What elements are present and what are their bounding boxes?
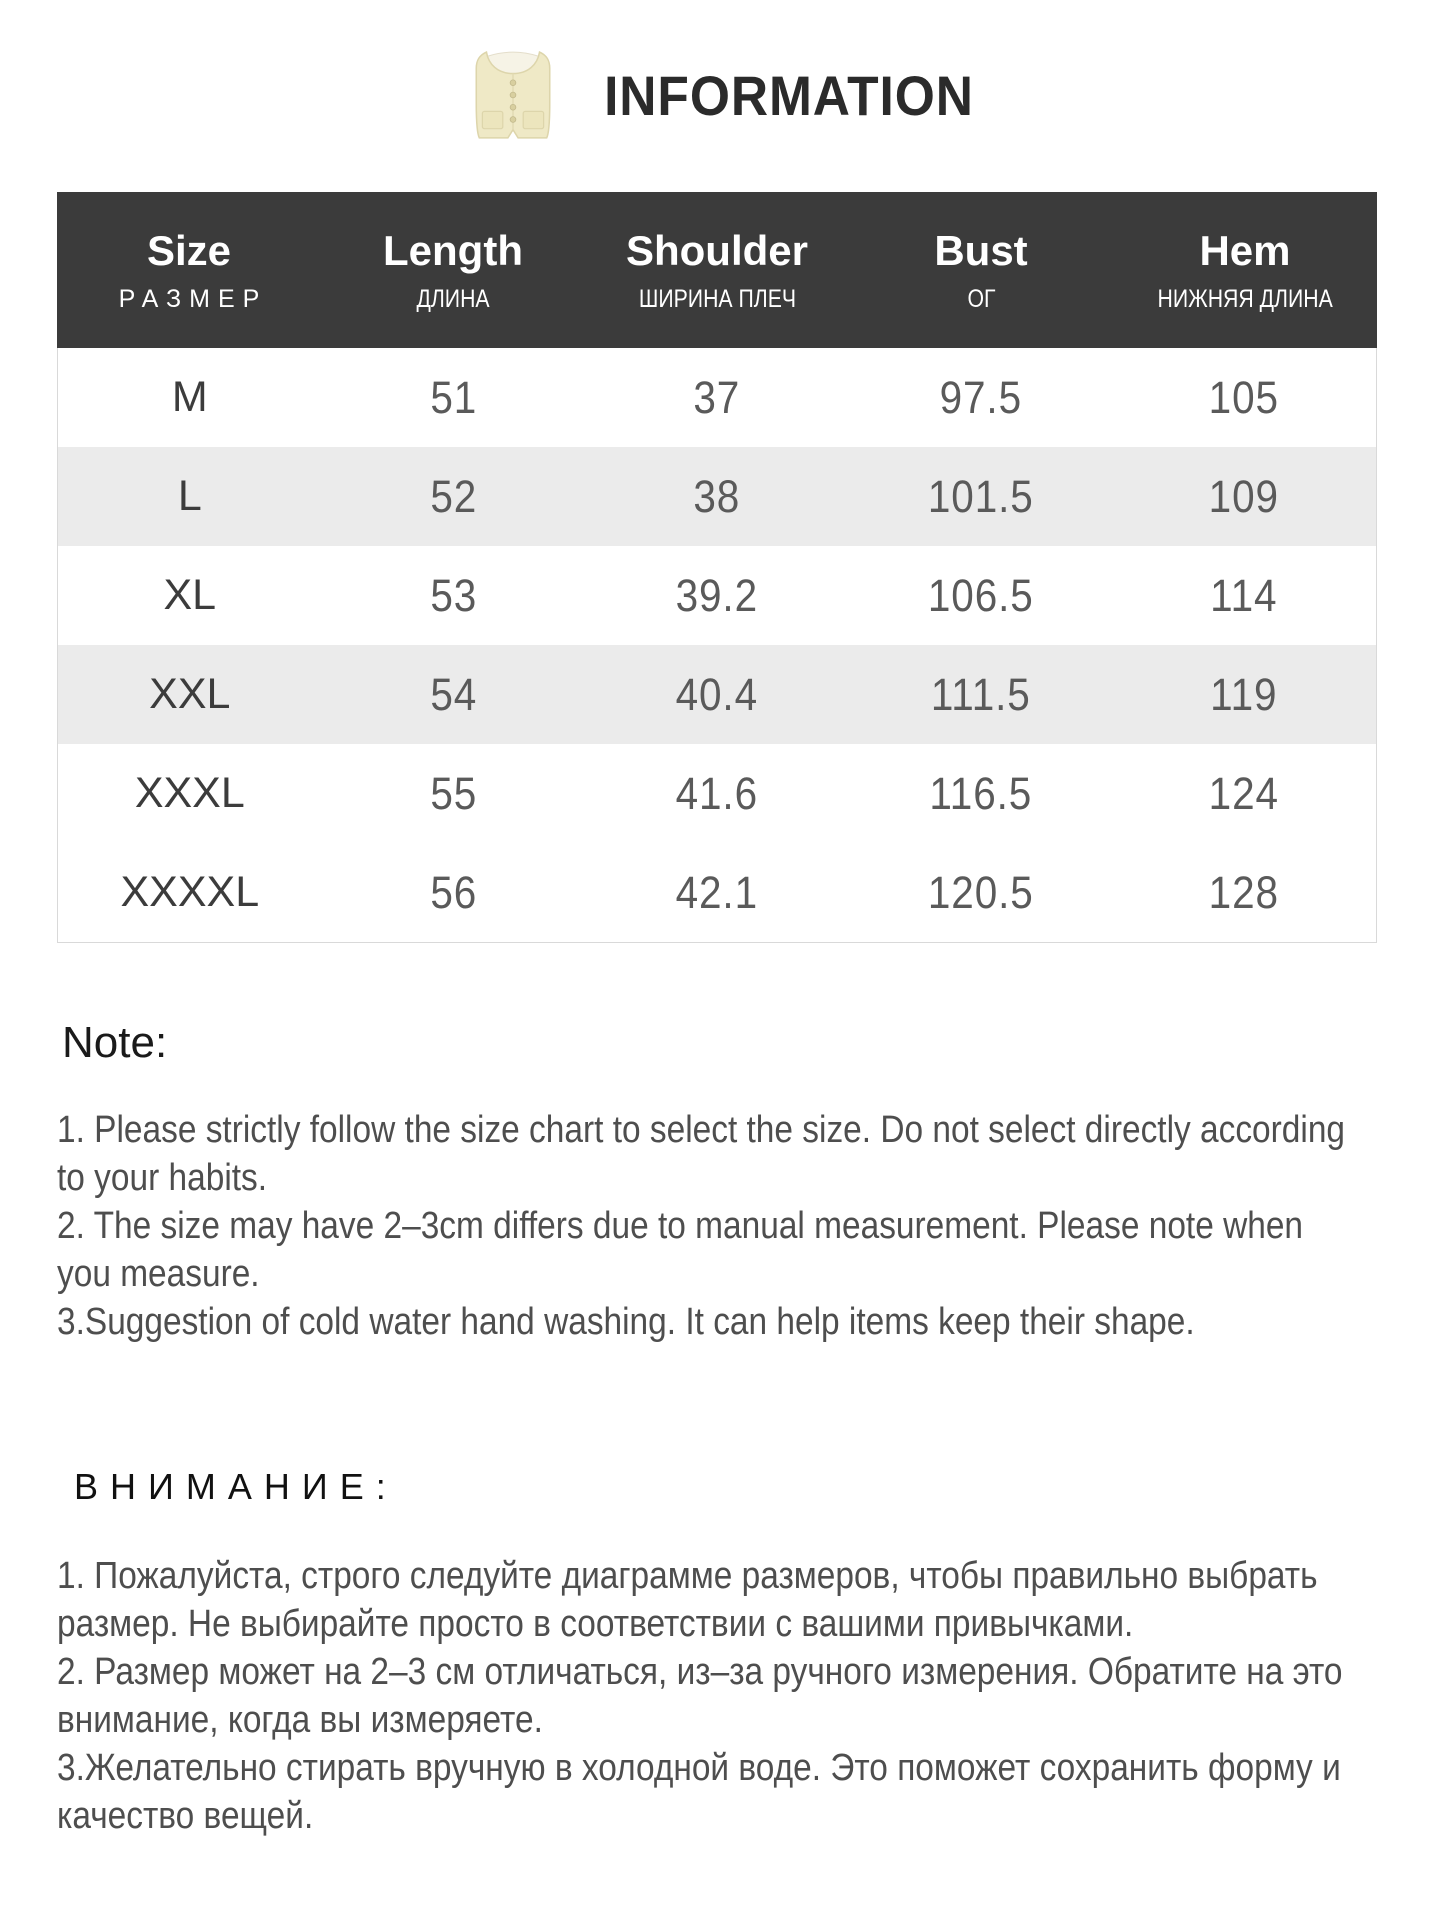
size-cell: XXL <box>149 670 231 718</box>
column-label-ru: РАЗМЕР <box>118 284 268 313</box>
table-row <box>58 546 1376 645</box>
table-row <box>58 447 1376 546</box>
table-row <box>58 843 1376 942</box>
column-label-en: Length <box>383 226 523 274</box>
table-row <box>58 348 1376 447</box>
shoulder-cell: 41.6 <box>675 767 759 819</box>
bust-cell: 111.5 <box>930 668 1031 720</box>
table-row <box>58 744 1376 843</box>
note-item-en: 1. Please strictly follow the size chart to select the size. Do not select directly according to your habits. <box>57 1109 1346 1199</box>
column-label-ru: ОГ <box>966 284 996 313</box>
table-body <box>57 348 1377 943</box>
size-cell: M <box>171 373 208 421</box>
vest-icon <box>456 46 570 144</box>
note-section-ru <box>57 1552 1359 1840</box>
column-label-en: Bust <box>934 226 1028 274</box>
column-label-ru: НИЖНЯЯ ДЛИНА <box>1157 284 1333 313</box>
size-cell: XL <box>163 571 217 619</box>
bust-cell: 101.5 <box>927 470 1034 522</box>
hem-cell: 124 <box>1209 767 1280 819</box>
column-header-hem <box>1113 192 1377 348</box>
length-cell: 54 <box>429 668 477 720</box>
length-cell: 52 <box>429 470 477 522</box>
length-cell: 51 <box>429 371 477 423</box>
column-header-bust <box>849 192 1113 348</box>
length-cell: 55 <box>429 767 477 819</box>
column-header-size <box>57 192 321 348</box>
note-item-ru: 2. Размер может на 2–3 см отличаться, из–за ручного измерения. Обратите на это внимание, когда вы измеряете. <box>57 1651 1343 1741</box>
column-label-en: Shoulder <box>625 226 808 274</box>
information-header <box>0 46 1445 144</box>
shoulder-cell: 42.1 <box>675 866 759 918</box>
column-label-en: Size <box>146 226 232 274</box>
note-item-ru: 1. Пожалуйста, строго следуйте диаграмме размеров, чтобы правильно выбрать размер. Не выбирайте просто в соответствии с вашими привычками. <box>57 1555 1318 1645</box>
note-section-en <box>57 1106 1359 1346</box>
shoulder-cell: 39.2 <box>675 569 759 621</box>
note-item-ru: 3.Желательно стирать вручную в холодной воде. Это поможет сохранить форму и качество вещей. <box>57 1747 1341 1837</box>
bust-cell: 106.5 <box>927 569 1034 621</box>
column-label-ru: ДЛИНА <box>416 284 490 313</box>
hem-cell: 109 <box>1209 470 1280 522</box>
note-heading-ru: ВНИМАНИЕ: <box>74 1466 398 1507</box>
note-item-en: 2. The size may have 2–3cm differs due to manual measurement. Please note when you measure. <box>57 1205 1304 1295</box>
bust-cell: 116.5 <box>929 767 1033 819</box>
size-cell: XXXL <box>134 769 245 817</box>
table-row <box>58 645 1376 744</box>
column-header-length <box>321 192 585 348</box>
shoulder-cell: 40.4 <box>675 668 759 720</box>
shoulder-cell: 38 <box>693 470 741 522</box>
length-cell: 53 <box>429 569 477 621</box>
size-cell: XXXXL <box>120 868 260 916</box>
size-cell: L <box>177 472 202 520</box>
length-cell: 56 <box>429 866 477 918</box>
column-label-en: Hem <box>1199 226 1291 274</box>
hem-cell: 128 <box>1209 866 1280 918</box>
column-label-ru: ШИРИНА ПЛЕЧ <box>638 284 796 313</box>
column-header-shoulder <box>585 192 849 348</box>
bust-cell: 97.5 <box>939 371 1022 423</box>
page-title: INFORMATION <box>603 63 974 127</box>
bust-cell: 120.5 <box>927 866 1034 918</box>
shoulder-cell: 37 <box>693 371 741 423</box>
hem-cell: 105 <box>1209 371 1280 423</box>
size-chart-table <box>57 192 1377 943</box>
hem-cell: 119 <box>1210 668 1278 720</box>
note-heading-en: Note: <box>62 1018 168 1067</box>
hem-cell: 114 <box>1210 569 1278 621</box>
note-item-en: 3.Suggestion of cold water hand washing. It can help items keep their shape. <box>57 1301 1195 1343</box>
table-header-row <box>57 192 1377 348</box>
